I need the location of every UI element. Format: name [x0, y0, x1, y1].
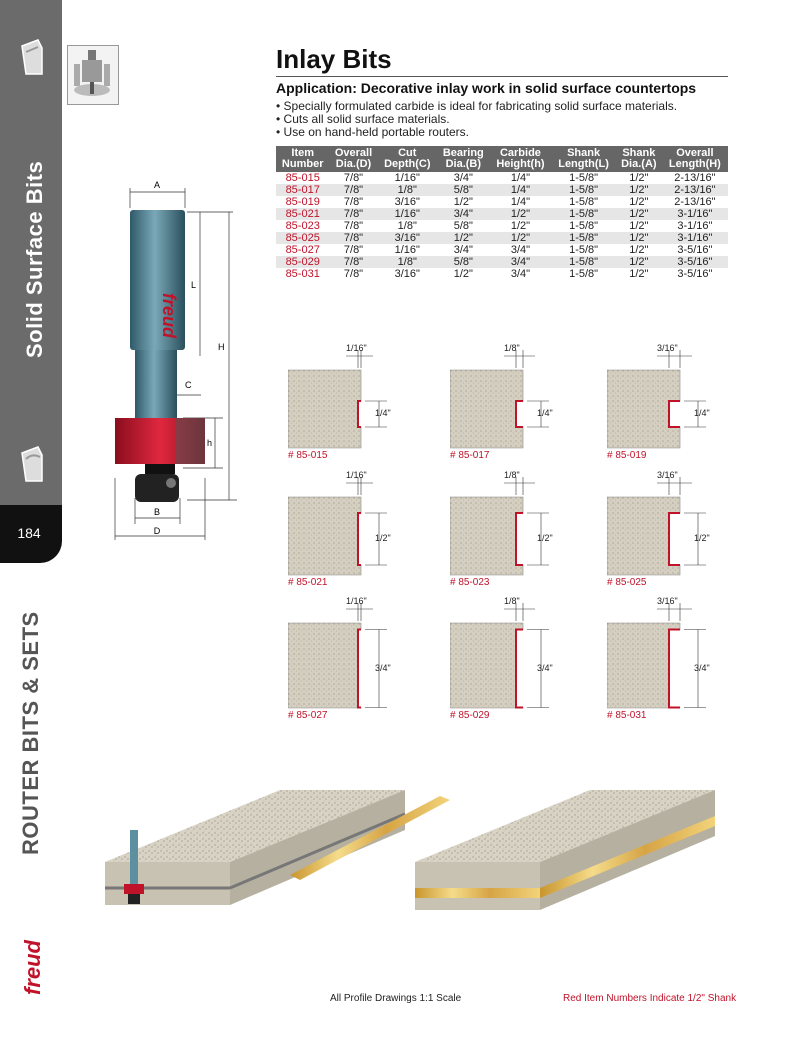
- table-cell: 1/16": [378, 208, 437, 220]
- table-cell: 2-13/16": [674, 196, 716, 208]
- table-cell: 1/4": [490, 184, 552, 196]
- profile-edge-icon: [18, 445, 46, 485]
- sidebar-section-title: Solid Surface Bits: [22, 160, 47, 358]
- profile-height-label: 1/2": [694, 533, 710, 543]
- table-header-row: [276, 146, 728, 172]
- table-cell: 3-5/16": [677, 244, 713, 256]
- bit-neck: [135, 350, 177, 420]
- feature-item: • Use on hand-held portable routers.: [276, 125, 469, 139]
- profile-85-029: [450, 597, 573, 710]
- profile-item-label: # 85-029: [450, 710, 490, 721]
- profile-85-019: [607, 344, 730, 450]
- table-cell: 7/8": [343, 220, 364, 232]
- table-cell: 3/4": [490, 256, 552, 268]
- table-cell: 85-023: [285, 220, 320, 232]
- table-cell: 3-1/16": [662, 232, 728, 244]
- table-cell: 1/16": [394, 244, 420, 256]
- table-row: [276, 208, 728, 220]
- table-cell: 85-029: [276, 256, 329, 268]
- table-cell: 1/2": [453, 196, 473, 208]
- right-countertop: [415, 790, 715, 910]
- table-cell: 3-5/16": [662, 256, 728, 268]
- table-cell: 1-5/8": [551, 256, 616, 268]
- table-cell: 1/2": [629, 268, 649, 280]
- bit-brand: freud: [159, 293, 179, 338]
- page-number: 184: [17, 525, 41, 541]
- table-cell: 1/2": [437, 232, 490, 244]
- left-countertop: [105, 790, 450, 905]
- scale-note: All Profile Drawings 1:1 Scale: [330, 993, 462, 1004]
- profile-bit-icon: [18, 38, 46, 78]
- table-cell: 1/2": [453, 268, 473, 280]
- table-cell: 1/8": [397, 220, 417, 232]
- table-cell: 7/8": [329, 208, 377, 220]
- table-row: [276, 268, 728, 280]
- table-cell: 7/8": [343, 268, 364, 280]
- table-row: [276, 172, 728, 184]
- table-cell: 1/2": [616, 232, 662, 244]
- table-cell: 7/8": [329, 184, 377, 196]
- col-carbide-height: Carbide Height(h): [490, 146, 552, 172]
- sidebar: [0, 0, 62, 1039]
- router-thumbnail: [67, 45, 119, 105]
- profile-item-label: # 85-025: [607, 577, 647, 588]
- profile-depth-label: 1/16": [346, 596, 367, 606]
- table-cell: 1-5/8": [569, 244, 599, 256]
- table-cell: 5/8": [437, 256, 490, 268]
- dim-label-b: B: [153, 507, 161, 517]
- sidebar-category: ROUTER BITS & SETS: [18, 611, 43, 855]
- dim-label-a: A: [153, 180, 161, 190]
- profile-85-031: [607, 597, 730, 710]
- table-row: [276, 244, 728, 256]
- profile-height-label: 1/4": [375, 408, 391, 418]
- table-cell: 1-5/8": [569, 268, 599, 280]
- profile-height-label: 1/4": [537, 408, 553, 418]
- spec-table: [276, 146, 728, 280]
- table-cell: 5/8": [453, 220, 473, 232]
- freud-logo: freud: [20, 940, 45, 995]
- table-cell: 3-1/16": [677, 220, 713, 232]
- table-cell: 1-5/8": [569, 196, 599, 208]
- dim-label-c: C: [185, 380, 192, 390]
- profile-item-label: # 85-027: [288, 710, 328, 721]
- profile-85-027: [288, 597, 411, 710]
- profile-height-label: 3/4": [375, 662, 391, 673]
- table-cell: 3-5/16": [677, 268, 713, 280]
- profile-item-label: # 85-017: [450, 450, 490, 461]
- table-cell: 3-1/16": [662, 208, 728, 220]
- table-cell: 1/8": [378, 256, 437, 268]
- table-cell: 1/2": [616, 208, 662, 220]
- profile-height-label: 1/2": [375, 533, 391, 543]
- table-cell: 3/4": [437, 208, 490, 220]
- profile-item-label: # 85-015: [288, 450, 328, 461]
- feature-item: • Specially formulated carbide is ideal for fabricating solid surface materials.: [276, 99, 678, 113]
- profile-85-023: [450, 471, 573, 577]
- table-cell: 5/8": [437, 184, 490, 196]
- profile-height-label: 3/4": [537, 662, 553, 673]
- table-cell: 7/8": [343, 244, 364, 256]
- profile-item-label: # 85-021: [288, 577, 328, 588]
- table-cell: 3/4": [453, 244, 473, 256]
- profile-depth-label: 1/8": [504, 596, 520, 606]
- col-overall-dia: Overall Dia.(D): [329, 146, 377, 172]
- table-cell: 3/4": [453, 172, 473, 184]
- col-bearing-dia: Bearing Dia.(B): [437, 146, 490, 172]
- col-item-number: Item Number: [276, 146, 329, 172]
- shank-note: Red Item Numbers Indicate 1/2" Shank: [563, 993, 737, 1004]
- table-row: [276, 232, 728, 244]
- profile-item-label: # 85-031: [607, 710, 647, 721]
- feature-item: • Cuts all solid surface materials.: [276, 112, 450, 126]
- profile-item-label: # 85-019: [607, 450, 647, 461]
- table-cell: 7/8": [343, 172, 364, 184]
- table-cell: 1/4": [510, 172, 531, 184]
- table-cell: 3/4": [510, 244, 531, 256]
- table-cell: 1/2": [616, 256, 662, 268]
- table-cell: 3/4": [510, 268, 531, 280]
- profile-depth-label: 3/16": [657, 470, 678, 480]
- table-cell: 1/8": [378, 184, 437, 196]
- table-cell: 85-017: [276, 184, 329, 196]
- table-cell: 3/16": [378, 232, 437, 244]
- table-cell: 3/16": [394, 196, 420, 208]
- table-cell: 7/8": [329, 232, 377, 244]
- profile-height-label: 3/4": [694, 662, 710, 673]
- col-shank-length: Shank Length(L): [551, 146, 616, 172]
- table-cell: 1/4": [510, 196, 531, 208]
- table-row: [276, 220, 728, 232]
- table-cell: 1/2": [629, 220, 649, 232]
- profile-85-025: [607, 471, 730, 577]
- table-row: [276, 184, 728, 196]
- application-note: Application: Decorative inlay work in solid surface countertops: [276, 80, 697, 96]
- table-cell: 1/2": [510, 220, 531, 232]
- table-cell: 85-021: [276, 208, 329, 220]
- page-title: Inlay Bits: [276, 44, 392, 74]
- dim-label-h-upper: H: [218, 342, 225, 352]
- col-overall-length: Overall Length(H): [662, 146, 728, 172]
- table-cell: 1-5/8": [569, 172, 599, 184]
- table-cell: 1-5/8": [551, 232, 616, 244]
- col-shank-dia: Shank Dia.(A): [616, 146, 662, 172]
- table-cell: 7/8": [329, 256, 377, 268]
- table-cell: 85-019: [285, 196, 320, 208]
- table-cell: 7/8": [343, 196, 364, 208]
- table-cell: 2-13/16": [674, 172, 716, 184]
- title-divider: [276, 76, 728, 77]
- table-cell: 1/2": [629, 172, 649, 184]
- bit-diagram: [105, 178, 250, 540]
- table-cell: 1-5/8": [551, 184, 616, 196]
- profile-85-021: [288, 471, 411, 577]
- table-row: [276, 196, 728, 208]
- table-cell: 1-5/8": [569, 220, 599, 232]
- table-cell: 2-13/16": [662, 184, 728, 196]
- profile-depth-label: 3/16": [657, 596, 678, 606]
- table-cell: 1/2": [490, 232, 552, 244]
- col-cut-depth: Cut Depth(C): [378, 146, 437, 172]
- feature-list: [276, 100, 677, 139]
- router-icon: [68, 46, 118, 104]
- profile-depth-label: 1/8": [504, 343, 520, 353]
- table-cell: 85-027: [285, 244, 320, 256]
- table-cell: 1/2": [616, 184, 662, 196]
- countertop-illustration: [100, 790, 730, 955]
- table-cell: 1/16": [394, 172, 420, 184]
- profile-depth-label: 1/8": [504, 470, 520, 480]
- profile-85-017: [450, 344, 573, 450]
- profile-item-label: # 85-023: [450, 577, 490, 588]
- profile-85-015: [288, 344, 411, 450]
- profile-height-label: 1/4": [694, 408, 710, 418]
- table-cell: 1/2": [629, 196, 649, 208]
- profile-height-label: 1/2": [537, 533, 553, 543]
- dim-label-l: L: [191, 280, 197, 290]
- dim-label-h-lower: h: [207, 438, 213, 448]
- table-cell: 1/2": [490, 208, 552, 220]
- profile-depth-label: 1/16": [346, 470, 367, 480]
- table-cell: 3/16": [394, 268, 420, 280]
- profile-depth-label: 1/16": [346, 343, 367, 353]
- table-row: [276, 256, 728, 268]
- table-cell: 85-031: [285, 268, 320, 280]
- table-cell: 1-5/8": [551, 208, 616, 220]
- table-cell: 85-025: [276, 232, 329, 244]
- dim-label-d: D: [153, 526, 161, 536]
- profile-depth-label: 3/16": [657, 343, 678, 353]
- table-cell: 85-015: [285, 172, 320, 184]
- table-cell: 1/2": [629, 244, 649, 256]
